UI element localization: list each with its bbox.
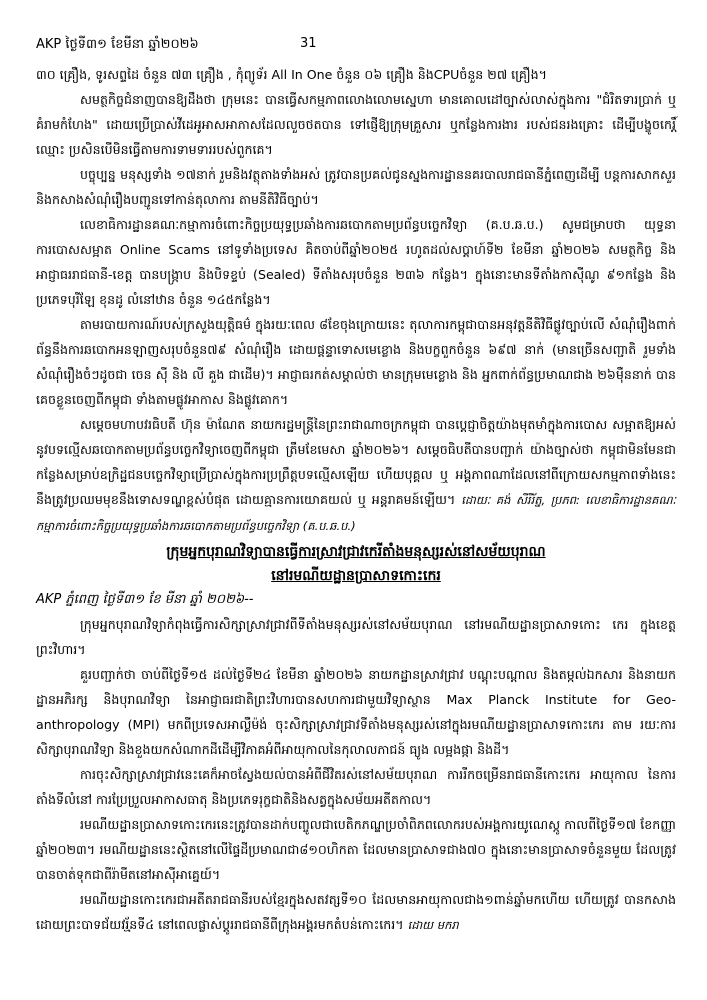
paragraph-with-credit [36,887,676,938]
article-credit: ដោយ មករា [407,918,459,932]
paragraph: ក្រុមអ្នកបុរាណវិទ្យាកំពុងធ្វើការសិក្សាស្រាវជ្រាវពីទីតាំងមនុស្សរស់នៅសម័យបុរាណ នៅរមណីយដ្ឋានប្រាសាទកោះ កេរ ក្នុងខេត្តព្រះវិហារ។ [36,617,676,657]
paragraph: តាមរបាយការណ៍របស់ក្រសួងយុត្តិធម៌ ក្នុងរយៈពេល ៨ខែចុងក្រោយនេះ តុលាការកម្ពុជាបានអនុវត្តនីតិវិធីផ្លូវច្បាប់លើ សំណុំរឿងពាក់ព័ន្ធនឹងការឆបោកអនឡាញសរុបចំនួន៧៩ សំណុំរឿង ដោយផ្តន្ទាទោសមេខ្លោង និងបក្ខពួកចំនួន ៦៩៧ នាក់ (មានច្រើនសញ្ជាតិ រួមទាំងសំណុំរឿងចំៗដូចជា ចេន ស៊ី និង លី គួង ជាដើម)។ អាជ្ញាធរកត់សម្គាល់ថា មានក្រុមមេខ្លោង និង អ្នកពាក់ព័ន្ធប្រមាណជាង ២៦ម៉ឺននាក់ បានគេចខ្លួនចេញពីកម្ពុជា ទាំងតាមផ្លូវអាកាស និងផ្លូវគោក។ [36,317,676,407]
paragraph: គួរបញ្ជាក់ថា ចាប់ពីថ្ងៃទី១៥ ដល់ថ្ងៃទី២៤ ខែមីនា ឆ្នាំ២០២៦ នាយកដ្ឋានស្រាវជ្រាវ បណ្តុះបណ្តាល និងតម្កល់ឯកសារ និងនាយកដ្ឋានអភិរក្ស និងបុរាណវិទ្យា នៃអាជ្ញាធរជាតិព្រះវិហារបានសហការជាមួយវិទ្យាស្ថាន Max Planck Institute for Geo-anthropology (MPI) មកពីប្រទេសអាល្លឺម៉ង់ ចុះសិក្សាស្រាវជ្រាវទីតាំងមនុស្សរស់នៅក្នុងរមណីយដ្ឋានប្រាសាទកោះកេរ តាម រយៈការសិក្សាបុរាណវិទ្យា និងខួងយកសំណាកដីដើម្បីវិភាគអំពីអាយុកាលនៃកុលាលភាជន៍ ធ្យូង លម្អងផ្កា និងដី។ [36,667,676,757]
article-dateline: AKP ភ្នំពេញ ថ្ងៃទី៣១ ខែ មីនា ឆ្នាំ ២០២៦-- [36,592,254,607]
paragraph-with-credit [36,412,676,539]
paragraph-continuation: ៣០ គ្រឿង, ទូរសព្ទដៃ ចំនួន ៧៣ គ្រឿង , កុំព្យូទ័រ All In One ចំនួន ០៦ គ្រឿង និងCPUចំនួន ២៧ គ្រឿង។ [36,67,547,82]
paragraph-text: រមណីយដ្ឋានកោះកេរជាអតីតរាជធានីរបស់ខ្មែរក្នុងសតវត្សទី១០ ដែលមានអាយុកាលជាង១ពាន់ឆ្នាំមកហើយ ហើយត្រូវ បានកសាងដោយព្រះបាទជ័យវរ្ម័នទី៤ នៅពេលផ្លាស់ប្តូររាជធានីពីក្រុងអង្គរមកតំបន់កោះកេរ។ [36,892,676,932]
page-content [36,62,676,938]
page-header [36,36,676,58]
article-title-line-1: ក្រុមអ្នកបុរាណវិទ្យាបានធ្វើការស្រាវជ្រាវកេរីតាំងមនុស្សរស់នៅសម័យបុរាណ [166,544,546,560]
paragraph: ការចុះសិក្សាស្រាវជ្រាវនេះគេក៏អាចស្វែងយល់បានអំពីជីវិតរស់នៅសម័យបុរាណ ការរីកចម្រើនរាជធានីកោះកេរ អាយុកាល នៃការតាំងទីលំនៅ ការប្រែប្រួលអាកាសធាតុ និងប្រភេទរុក្ខជាតិនិងសត្វក្នុងសម័យអតីតកាល។ [36,767,676,807]
paragraph-text: សម្តេចមហាបវរធិបតី ហ៊ុន ម៉ាណែត នាយករដ្ឋមន្ត្រីនៃព្រះរាជាណាចក្រកម្ពុជា បានប្តេជ្ញាចិត្តយ៉ាងមុតមាំក្នុងការបោស សម្អាតឱ្យអស់នូវបទល្មើសឆបោកតាមប្រព័ន្ធបច្ចេកវិទ្យាចេញពីកម្ពុជា ត្រឹមខែមេសា ឆ្នាំ២០២៦។ សម្តេចធិបតីបានបញ្ជាក់ យ៉ាងច្បាស់ថា កម្ពុជាមិនមែនជាកន្លែងសម្រាប់ឧក្រិដ្ឋជនបច្ចេកវិទ្យាប្រើប្រាស់ក្នុងការប្រព្រឹត្តបទល្មើសឡើយ ហើយបុគ្គល ឬ អង្គភាពណាដែលនៅពីក្រោយសកម្មភាពទាំងនេះ នឹងត្រូវប្រឈមមុខនឹងទោសទណ្ឌខ្ពស់បំផុត ដោយគ្មានការយោគយល់ ឬ អន្តរាគមន៍ឡើយ។ [36,417,676,507]
article-title-line-2: នៅរមណីយដ្ឋានប្រាសាទកោះកេរ [271,568,441,584]
header-date: AKP ថ្ងៃទី៣១ ខែមីនា ឆ្នាំ២០២៦ [36,37,199,52]
page-number: 31 [300,36,317,51]
paragraph: បច្ចុប្បន្ន មនុស្សទាំង ១៧នាក់ រួមនិងវត្ថុតាងទាំងអស់ ត្រូវបានប្រគល់ជូនស្នងការដ្ឋាននគរបាលរាជធានីភ្នំពេញដើម្បី បន្តការសាកសួរ និងកសាងសំណុំរឿងបញ្ជូនទៅកាន់តុលាការ តាមនីតិវិធីច្បាប់។ [36,167,676,207]
paragraph: រមណីយដ្ឋានប្រាសាទកោះកេរនេះត្រូវបានដាក់បញ្ចូលជាបេតិកភណ្ឌប្រចាំពិភពលោករបស់អង្គការយូណេស្កូ កាលពីថ្ងៃទី១៧ ខែកញ្ញា ឆ្នាំ២០២៣។ រមណីយដ្ឋាននេះស្ថិតនៅលើផ្ទៃដីប្រមាណជា៨១០ហិកតា ដែលមានប្រាសាទជាង៧០ ក្នុងនោះមានប្រាសាទចំនួនមួយ ដែលត្រូវបានចាត់ទុកជាពីរ៉ាមីតនៅអាស៊ីអាគ្នេយ៍។ [36,817,676,882]
paragraph: លេខាធិការដ្ឋានគណៈកម្មាការចំពោះកិច្ចប្រយុទ្ធប្រឆាំងការឆបោកតាមប្រព័ន្ធបច្ចេកវិទ្យា (គ.ប.ឆ.ប.) សូមជម្រាបថា យុទ្ធនាការបោសសម្អាត Online Scams នៅទូទាំងប្រទេស គិតចាប់ពីឆ្នាំ២០២៥ រហូតដល់សប្តាហ៍ទី២ ខែមីនា ឆ្នាំ២០២៦ សមត្ថកិច្ច និងអាជ្ញាធររាជធានី-ខេត្ត បានបង្ក្រាប និងបិទខ្ទប់ (Sealed) ទីតាំងសរុបចំនួន ២៣៦ កន្លែង។ ក្នុងនោះមានទីតាំងកាស៊ីណូ ៩១កន្លែង និងប្រភេទបុរីឡែ ខុនដូ លំនៅឋាន ចំនួន ១៤៥កន្លែង។ [36,217,676,307]
article-credit: ដោយៈ គង់ សីរីរ័ត្ន, ប្រភព: លេខាធិការដ្ឋានគណៈកម្មាការចំពោះកិច្ចប្រយុទ្ធប្រឆាំងការឆបោកតាមប្រព័ន្ធបច្ចេកវិទ្យា (គ.ប.ឆ.ប.) [36,493,676,533]
paragraph: សមត្ថកិច្ចជំនាញបានឱ្យដឹងថា ក្រុមនេះ បានធ្វើសកម្មភាពលោងលោមស្នេហា មានគោលដៅច្បាស់លាស់ក្នុងការ "ជំរិតទារប្រាក់ ឬគំរាមកំហែង" ដោយប្រើប្រាស់វីដេអូអាសអាភាសដែលលួចថតបាន ទៅផ្ញើឱ្យក្រុមគ្រួសារ ឬកន្លែងការងារ របស់ជនរងគ្រោះ ដើម្បីបង្ខូចកេរ្តិ៍ឈ្មោះ ប្រសិនបើមិនធ្វើតាមការទាមទាររបស់ពួកគេ។ [36,92,676,157]
article-title [36,540,676,588]
